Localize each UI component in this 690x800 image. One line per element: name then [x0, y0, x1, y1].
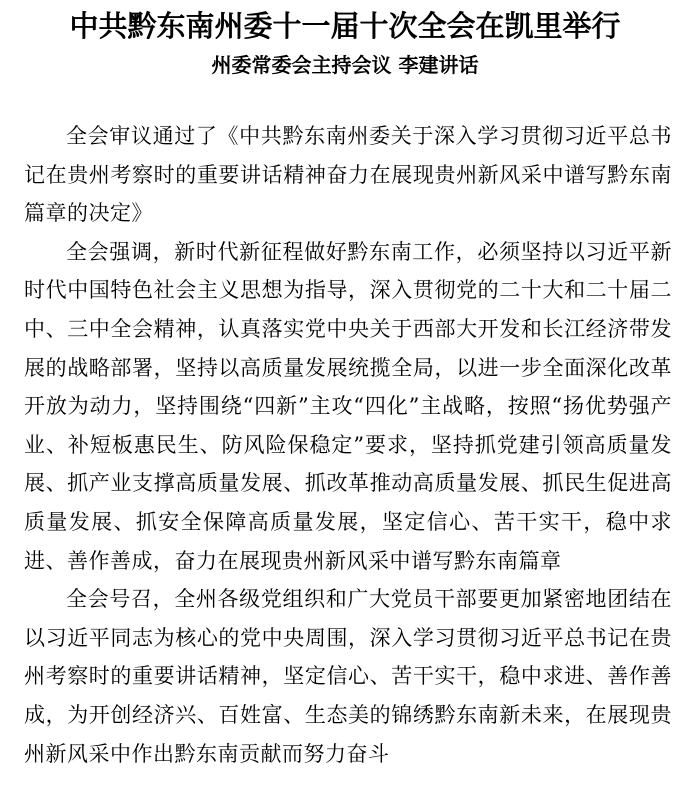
- paragraph-emphasis: 全会强调，新时代新征程做好黔东南工作，必须坚持以习近平新时代中国特色社会主义思想为指导，深入贯彻党的二十大和二十届二中、三中全会精神，认真落实党中央关于西部大开发和长江经济带发展的战略部署，坚持以高质量发展统揽全局，以进一步全面深化改革开放为动力，坚持围绕“四新”主攻“四化”主战略，按照“扬优势强产业、补短板惠民生、防风险保稳定”要求，坚持抓党建引领高质量发展、抓产业支撑高质量发展、抓改革推动高质量发展、抓民生促进高质量发展、抓安全保障高质量发展，坚定信心、苦干实干，稳中求进、善作善成，奋力在展现贵州新风采中谱写黔东南篇章: [24, 239, 672, 573]
- article-subtitle: 州委常委会主持会议 李建讲话: [211, 53, 479, 77]
- article-body: [24, 117, 672, 773]
- paragraph-decision: 全会审议通过了《中共黔东南州委关于深入学习贯彻习近平总书记在贵州考察时的重要讲话精神奋力在展现贵州新风采中谱写黔东南篇章的决定》: [24, 124, 672, 226]
- article-title: 中共黔东南州委十一届十次全会在凯里举行: [69, 9, 621, 43]
- paragraph-call: 全会号召，全州各级党组织和广大党员干部要更加紧密地团结在以习近平同志为核心的党中央周围，深入学习贯彻习近平总书记在贵州考察时的重要讲话精神，坚定信心、苦干实干，稳中求进、善作善成，为开创经济兴、百姓富、生态美的锦绣黔东南新未来，在展现贵州新风采中作出黔东南贡献而努力奋斗: [24, 587, 672, 766]
